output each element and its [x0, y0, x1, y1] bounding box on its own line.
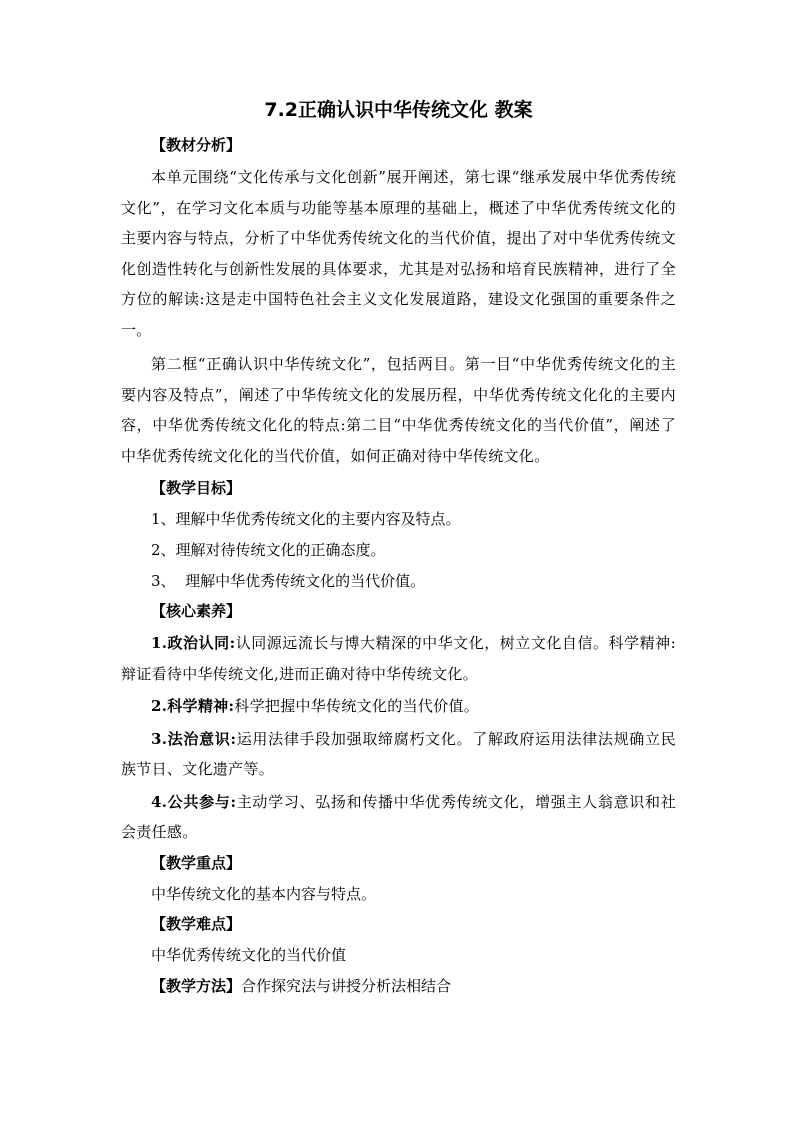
material-analysis-paragraph-2: 第二框“正确认识中华传统文化”，包括两目。第一目“中华优秀传统文化的主要内容及特点”，阐述了中华传统文化的发展历程，中华优秀传统文化化的主要内容，中华优秀传统文化化的特点:第二目“中华优秀传统文化的当代价值”，阐述了中华优秀传统文化化的当代价值，如何正确对待中华传统文化。	[121, 355, 676, 465]
document-page	[121, 96, 676, 1003]
document-title: 7.2正确认识中华传统文化 教案	[264, 99, 533, 121]
literacy-heading: 【核心素养】	[151, 602, 242, 620]
literacy-item-4	[121, 787, 676, 848]
literacy-item-4-label: 4.公共参与:	[151, 792, 237, 811]
material-analysis-paragraph-1: 本单元围绕“文化传承与文化创新”展开阐述，第七课“继承发展中华优秀传统文化”，在学习文化本质与功能等基本原理的基础上，概述了中华优秀传统文化的主要内容与特点，分析了中华优秀传统文化的当代价值，提出了对中华优秀传统文化创造性转化与创新性发展的具体要求，尤其是对弘扬和培育民族精神，进行了全方位的解读:这是走中国特色社会主义文化发展道路，建设文化强国的重要条件之一。	[121, 168, 676, 339]
literacy-item-3-text: 运用法律手段加强取缔腐朽文化。了解政府运用法律法规确立民族节日、文化遗产等。	[121, 729, 676, 778]
objective-item-3: 3、 理解中华优秀传统文化的当代价值。	[151, 572, 426, 590]
literacy-item-3-label: 3.法治意识:	[151, 729, 237, 748]
objective-item-1: 1、理解中华优秀传统文化的主要内容及特点。	[151, 510, 461, 528]
objectives-heading: 【教学目标】	[151, 479, 242, 497]
literacy-item-2-text: 科学把握中华传统文化的当代价值。	[234, 697, 480, 715]
methods-heading: 【教学方法】	[151, 976, 242, 995]
key-points-heading: 【教学重点】	[151, 853, 242, 872]
difficulties-text: 中华优秀传统文化的当代价值	[151, 945, 347, 964]
literacy-item-2-label: 2.科学精神:	[151, 697, 235, 715]
literacy-item-2	[121, 691, 676, 722]
methods-line	[121, 972, 676, 1000]
methods-text: 合作探究法与讲授分析法相结合	[241, 976, 452, 995]
literacy-item-1-text: 认同源远流长与博大精深的中华文化，树立文化自信。科学精神:辩证看待中华传统文化,进而正确对待中华传统文化。	[121, 634, 676, 683]
difficulties-heading: 【教学难点】	[151, 914, 242, 933]
objective-item-2: 2、理解对待传统文化的正确态度。	[151, 541, 386, 559]
key-points-text: 中华传统文化的基本内容与特点。	[151, 884, 377, 903]
literacy-item-1	[121, 628, 676, 689]
material-analysis-heading: 【教材分析】	[151, 136, 242, 154]
literacy-item-1-label: 1.政治认同:	[151, 634, 236, 652]
literacy-item-3	[121, 724, 676, 785]
literacy-item-4-text: 主动学习、弘扬和传播中华优秀传统文化，增强主人翁意识和社会责任感。	[121, 792, 676, 841]
